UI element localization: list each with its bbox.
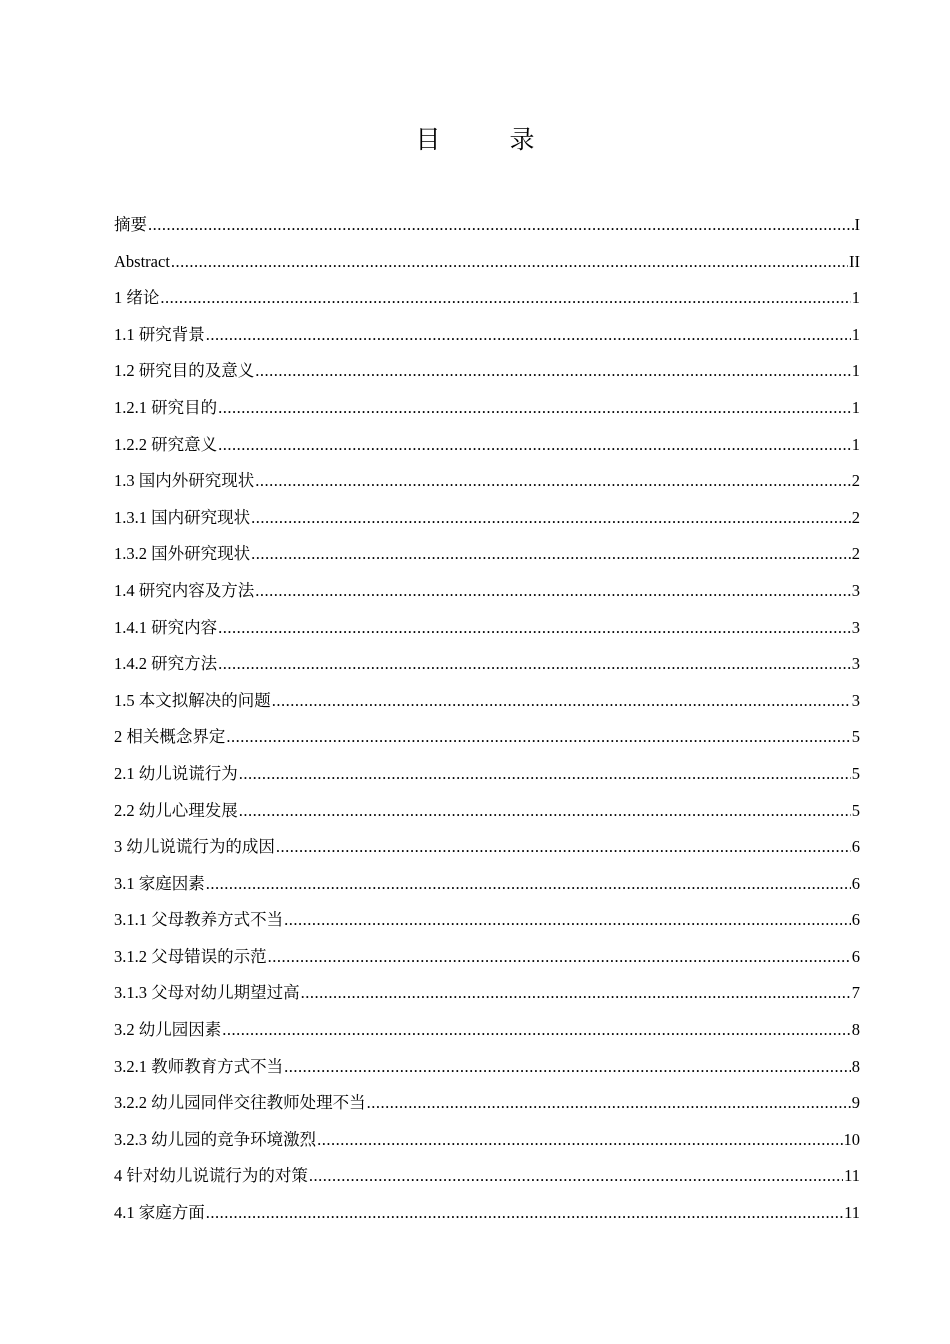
toc-dot-leader (272, 683, 851, 720)
toc-entry-page-number: 9 (851, 1093, 860, 1113)
toc-dot-leader (206, 866, 851, 903)
toc-entry[interactable] (114, 902, 860, 939)
toc-dot-leader (239, 756, 851, 793)
toc-entry[interactable] (114, 646, 860, 683)
toc-entry-label: 3.1.3 父母对幼儿期望过高 (114, 983, 300, 1003)
toc-entry-label: 3.1.1 父母教养方式不当 (114, 910, 284, 930)
toc-entry[interactable] (114, 793, 860, 830)
toc-entry-page-number: 8 (851, 1020, 860, 1040)
toc-entry-label: 2.1 幼儿说谎行为 (114, 763, 238, 783)
toc-entry-page-number: II (849, 251, 860, 271)
toc-entry[interactable] (114, 866, 860, 903)
toc-entry[interactable] (114, 427, 860, 464)
toc-entry-page-number: 2 (851, 544, 860, 564)
toc-dot-leader (218, 646, 851, 683)
toc-entry-page-number: 5 (851, 800, 860, 820)
toc-entry-label: 3 幼儿说谎行为的成因 (114, 837, 275, 857)
toc-entry-page-number: 1 (851, 361, 860, 381)
table-of-contents (114, 207, 860, 1232)
toc-entry[interactable] (114, 610, 860, 647)
toc-entry-label: 1.3.1 国内研究现状 (114, 507, 251, 527)
toc-entry[interactable] (114, 1122, 860, 1159)
toc-entry[interactable] (114, 1195, 860, 1232)
toc-entry-page-number: 5 (851, 763, 860, 783)
toc-entry-label: 摘要 (114, 215, 147, 234)
toc-entry-label: 3.2.3 幼儿园的竞争环境激烈 (114, 1129, 317, 1149)
toc-entry[interactable] (114, 975, 860, 1012)
toc-entry-label: 1.4.1 研究内容 (114, 617, 218, 637)
toc-entry-label: 1 绪论 (114, 288, 160, 308)
toc-entry-label: 1.3.2 国外研究现状 (114, 544, 251, 564)
toc-entry[interactable] (114, 939, 860, 976)
toc-entry-label: 1.4.2 研究方法 (114, 654, 218, 674)
toc-entry[interactable] (114, 353, 860, 390)
toc-entry-label: 1.3 国内外研究现状 (114, 471, 255, 491)
toc-entry-page-number: 6 (851, 946, 860, 966)
toc-dot-leader (255, 573, 851, 610)
toc-dot-leader (301, 975, 851, 1012)
toc-entry-page-number: 6 (851, 837, 860, 857)
toc-entry-page-number: 6 (851, 873, 860, 893)
toc-dot-leader (226, 719, 850, 756)
toc-dot-leader (251, 536, 851, 573)
toc-dot-leader (218, 610, 851, 647)
toc-entry[interactable] (114, 1085, 860, 1122)
toc-entry-label: 3.2 幼儿园因素 (114, 1020, 222, 1040)
toc-entry-page-number: 11 (844, 1203, 860, 1223)
toc-entry-label: 1.5 本文拟解决的问题 (114, 690, 271, 710)
toc-dot-leader (367, 1085, 851, 1122)
toc-entry[interactable] (114, 244, 860, 281)
toc-dot-leader (218, 427, 851, 464)
toc-dot-leader (222, 1012, 851, 1049)
toc-entry[interactable] (114, 1012, 860, 1049)
toc-entry[interactable] (114, 390, 860, 427)
toc-entry-page-number: 1 (851, 324, 860, 344)
toc-dot-leader (317, 1122, 842, 1159)
toc-dot-leader (206, 1195, 843, 1232)
toc-entry[interactable] (114, 500, 860, 537)
toc-dot-leader (255, 463, 851, 500)
toc-entry[interactable] (114, 1049, 860, 1086)
toc-dot-leader (268, 939, 851, 976)
page-title: 目 录 (415, 125, 557, 154)
toc-dot-leader (148, 207, 854, 244)
toc-entry-label: 1.4 研究内容及方法 (114, 580, 255, 600)
toc-entry[interactable] (114, 683, 860, 720)
toc-entry[interactable] (114, 207, 860, 244)
toc-entry-page-number: 8 (851, 1056, 860, 1076)
toc-entry[interactable] (114, 317, 860, 354)
toc-entry-page-number: 6 (851, 910, 860, 930)
toc-entry-page-number: 3 (851, 690, 860, 710)
toc-dot-leader (284, 1049, 851, 1086)
toc-entry[interactable] (114, 1158, 860, 1195)
toc-entry-label: 3.1 家庭因素 (114, 873, 205, 893)
toc-entry-page-number: 7 (851, 983, 860, 1003)
toc-dot-leader (276, 829, 851, 866)
toc-entry-page-number: 2 (851, 471, 860, 491)
toc-entry-label: 1.2.1 研究目的 (114, 397, 218, 417)
toc-dot-leader (171, 244, 848, 281)
toc-dot-leader (206, 317, 851, 354)
toc-dot-leader (251, 500, 851, 537)
toc-entry-page-number: 1 (851, 434, 860, 454)
toc-entry[interactable] (114, 829, 860, 866)
toc-entry-page-number: 10 (843, 1129, 860, 1149)
toc-entry-label: 3.2.2 幼儿园同伴交往教师处理不当 (114, 1093, 366, 1113)
toc-dot-leader (218, 390, 851, 427)
toc-dot-leader (160, 280, 850, 317)
toc-entry-label: 1.2.2 研究意义 (114, 434, 218, 454)
toc-entry-page-number: 3 (851, 617, 860, 637)
toc-entry-label: 3.1.2 父母错误的示范 (114, 946, 267, 966)
toc-entry[interactable] (114, 463, 860, 500)
toc-entry[interactable] (114, 280, 860, 317)
toc-entry-page-number: 5 (851, 727, 860, 747)
toc-entry-page-number: 1 (851, 288, 860, 308)
toc-entry-label: 2.2 幼儿心理发展 (114, 800, 238, 820)
toc-entry-page-number: 11 (844, 1166, 860, 1186)
toc-dot-leader (239, 793, 851, 830)
toc-entry-label: 4.1 家庭方面 (114, 1203, 205, 1223)
toc-entry[interactable] (114, 719, 860, 756)
toc-entry-label: Abstract (114, 251, 170, 271)
toc-entry-page-number: 3 (851, 580, 860, 600)
toc-dot-leader (255, 353, 851, 390)
toc-entry-page-number: 3 (851, 654, 860, 674)
toc-entry[interactable] (114, 573, 860, 610)
toc-dot-leader (284, 902, 851, 939)
toc-entry-label: 1.1 研究背景 (114, 324, 205, 344)
toc-entry-label: 3.2.1 教师教育方式不当 (114, 1056, 284, 1076)
toc-entry-label: 1.2 研究目的及意义 (114, 361, 255, 381)
toc-entry-label: 2 相关概念界定 (114, 727, 226, 747)
toc-entry[interactable] (114, 756, 860, 793)
toc-entry-page-number: 1 (851, 397, 860, 417)
toc-entry[interactable] (114, 536, 860, 573)
toc-dot-leader (309, 1158, 843, 1195)
toc-entry-page-number: I (854, 215, 860, 234)
toc-entry-page-number: 2 (851, 507, 860, 527)
toc-entry-label: 4 针对幼儿说谎行为的对策 (114, 1166, 308, 1186)
